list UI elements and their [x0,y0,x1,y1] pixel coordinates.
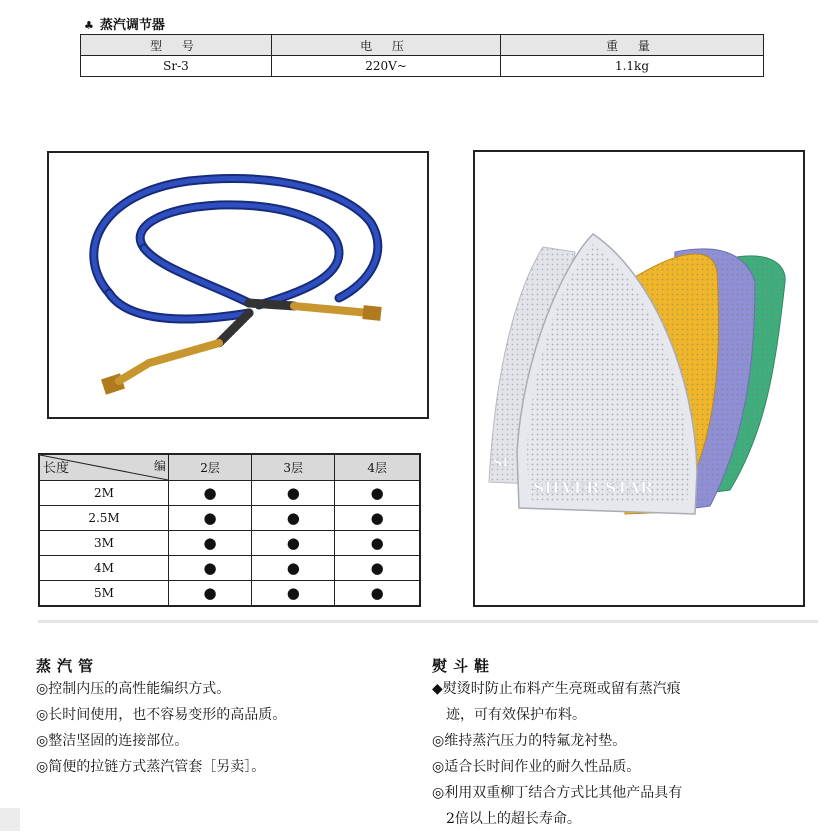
available-mark: ● [252,506,335,531]
feature-line: ◎适合长时间作业的耐久性品质。 [432,759,641,775]
row-label: 4M [39,556,169,581]
table-row [39,531,420,556]
available-mark: ● [169,581,252,607]
feature-line: ◎控制内压的高性能编织方式。 [36,681,231,697]
spec-title-text: 蒸汽调节器 [99,18,165,33]
feature-line: ◎整洁坚固的连接部位。 [36,733,189,749]
table-row [39,506,420,531]
feature-line: ◎利用双重柳丁结合方式比其他产品具有 [432,785,683,801]
available-mark: ● [169,481,252,506]
row-label: 2.5M [39,506,169,531]
length-header-corner [39,454,169,481]
available-mark: ● [335,506,420,531]
spec-voltage: 220V~ [272,56,501,77]
row-label: 3M [39,531,169,556]
table-row [39,481,420,506]
length-col-4layer: 4层 [335,454,420,481]
length-col-2layer: 2层 [169,454,252,481]
available-mark: ● [335,531,420,556]
feature-line: 迹，可有效保护布料。 [432,707,586,723]
available-mark: ● [335,556,420,581]
available-mark: ● [335,581,420,607]
spec-model: Sr-3 [81,56,272,77]
available-mark: ● [169,506,252,531]
steam-hose-image [47,151,429,419]
row-label: 5M [39,581,169,607]
spec-table [80,34,764,77]
length-header-left: 长度 [43,461,70,476]
length-header-right: 编 [153,459,166,473]
steam-hose-features [36,655,286,780]
available-mark: ● [335,481,420,506]
steam-hose-illustration [49,153,427,417]
available-mark: ● [169,531,252,556]
spec-header-row [81,35,764,56]
available-mark: ● [252,481,335,506]
spec-header-weight: 重 量 [501,35,764,56]
spec-header-model: 型 号 [81,35,272,56]
length-col-3layer: 3层 [252,454,335,481]
section-title: 蒸汽管 [36,657,100,675]
available-mark: ● [169,556,252,581]
page-corner-mark [0,808,20,831]
spec-title [84,14,165,33]
table-row [39,556,420,581]
feature-line: ◎长时间使用，也不容易变形的高品质。 [36,707,287,723]
feature-line: 2倍以上的超长寿命。 [432,811,581,827]
spec-row [81,56,764,77]
section-divider [38,620,818,623]
table-row [39,581,420,607]
hose-length-table [38,453,421,607]
sole-brand-text: SILVER STAR [533,478,654,497]
available-mark: ● [252,556,335,581]
row-label: 2M [39,481,169,506]
iron-shoe-features [432,655,682,832]
sole-brand-partial-text: SI [493,456,509,471]
available-mark: ● [252,531,335,556]
feature-line: ◎维持蒸汽压力的特氟龙衬垫。 [432,733,627,749]
iron-shoe-illustration [475,152,803,605]
available-mark: ● [252,581,335,607]
length-header-row [39,454,420,481]
iron-shoe-image [473,150,805,607]
section-title: 熨斗鞋 [432,657,496,675]
spec-header-voltage: 电 压 [272,35,501,56]
feature-line: ◎简便的拉链方式蒸汽管套［另卖］。 [36,759,266,775]
club-icon: ♣ [84,19,94,32]
spec-weight: 1.1kg [501,56,764,77]
feature-line: ◆熨烫时防止布料产生亮斑或留有蒸汽痕 [432,681,681,697]
